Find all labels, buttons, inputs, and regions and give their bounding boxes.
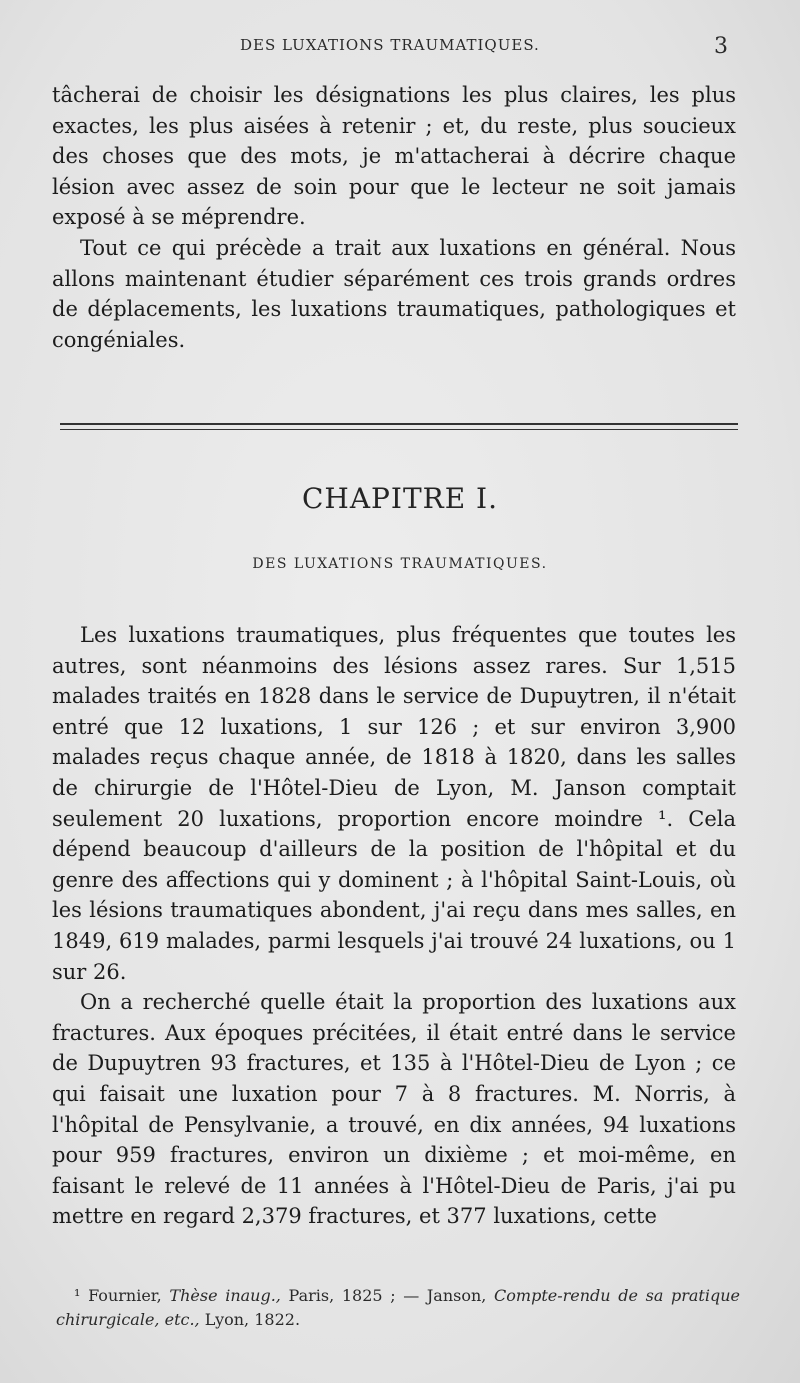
chapter-title: CHAPITRE I.	[301, 482, 499, 515]
footnote-place-2: Lyon, 1822.	[204, 1310, 301, 1329]
section-divider-thin	[60, 429, 738, 430]
intro-paragraph-2: Tout ce qui précède a trait aux luxations en général. Nous allons maintenant étudier séparément ces trois grands ordres de déplacements, les luxations traumatiques, pathologiques et congéniales.	[52, 235, 736, 352]
intro-paragraph-1: tâcherai de choisir les désignations les plus claires, les plus exactes, les plus aisées à retenir ; et, du reste, plus soucieux des choses que des mots, je m'attacherai à décrire chaque lésion avec assez de soin pour que le lecteur ne soit jamais exposé à se méprendre.	[52, 83, 736, 230]
footnote-title-2: Compte-rendu de sa pratique chirurgicale, etc.,	[56, 1286, 740, 1329]
chapter-text-block	[52, 620, 736, 1232]
chapter-paragraph-1: Les luxations traumatiques, plus fréquentes que toutes les autres, sont néanmoins des lésions assez rares. Sur 1,515 malades traités en 1828 dans le service de Dupuytren, il n'était entré que 12 luxations, 1 sur 126 ; et sur environ 3,900 malades reçus chaque année, de 1818 à 1820, dans les salles de chirurgie de l'Hôtel-Dieu de Lyon, M. Janson comptait seulement 20 luxations, proportion encore moindre ¹. Cela dépend beaucoup d'ailleurs de la position de l'hôpital et du genre des affections qui y dominent ; à l'hôpital Saint-Louis, où les lésions traumatiques abondent, j'ai reçu dans mes salles, en 1849, 619 malades, parmi lesquels j'ai trouvé 24 luxations, ou 1 sur 26.	[52, 623, 736, 984]
footnote-marker: ¹	[74, 1286, 81, 1305]
footnote-author-1: Fournier,	[88, 1286, 162, 1305]
section-divider-thick	[60, 423, 738, 425]
footnote-title-1: Thèse inaug.,	[169, 1286, 281, 1305]
page-header	[0, 36, 800, 62]
intro-text-block	[52, 80, 736, 355]
footnote	[56, 1284, 740, 1332]
chapter-paragraph-2: On a recherché quelle était la proportion des luxations aux fractures. Aux époques précitées, il était entré dans le service de Dupuytren 93 fractures, et 135 à l'Hôtel-Dieu de Lyon ; ce qui faisait une luxation pour 7 à 8 fractures. M. Norris, à l'hôpital de Pensylvanie, a trouvé, en dix années, 94 luxations pour 959 fractures, environ un dixième ; et moi-même, en faisant le relevé de 11 années à l'Hôtel-Dieu de Paris, j'ai pu mettre en regard 2,379 fractures, et 377 luxations, cette	[52, 990, 736, 1229]
page-number: 3	[714, 34, 728, 59]
running-head: DES LUXATIONS TRAUMATIQUES.	[240, 36, 540, 54]
chapter-subtitle: DES LUXATIONS TRAUMATIQUES.	[252, 556, 548, 572]
footnote-place-1: Paris, 1825 ; — Janson,	[288, 1286, 487, 1305]
footnote-text	[56, 1284, 740, 1332]
